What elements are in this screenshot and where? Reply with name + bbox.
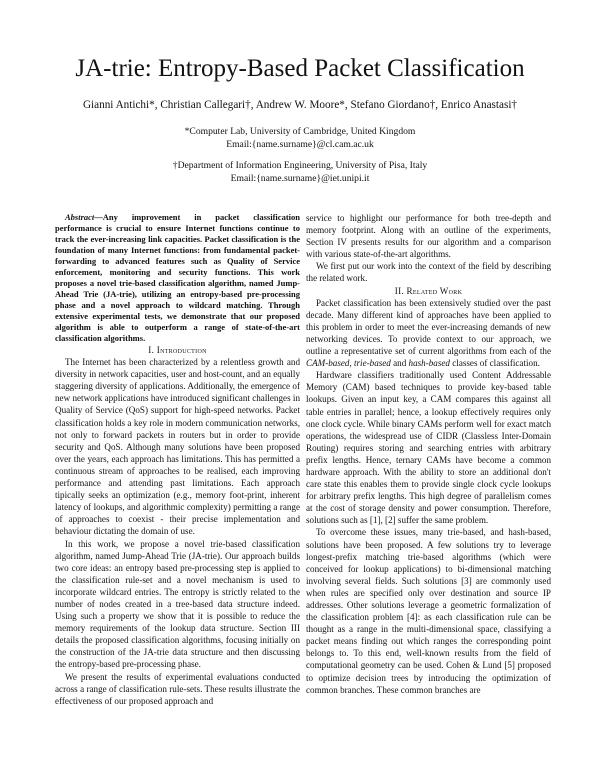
related-p1-text-a: Packet classification has been extensively studied over the past decade. Many different kind of approaches have been applied to this problem in order to meet the ever-increasing demands of new networking devices. To provide context to our approach, we outline a representative set of current algorithms from each of the xyxy=(306,297,551,357)
related-p1-text-c: classes of classification. xyxy=(449,358,540,369)
section-heading-related-work: II. Related Work xyxy=(394,285,463,296)
related-paragraph-1 xyxy=(306,297,551,370)
affiliation-cambridge xyxy=(0,125,600,151)
related-paragraph-3: To overcome these issues, many trie-based, and hash-based, solutions have been proposed. A few solutions try to leverage longest-prefix matching trie-based algorithms (which were conceived for lookup applications) to bi-dimensional matching involving several fields. Such solutions [3] are commonly used when rules are specified only over destination and source IP addresses. Other solutions leverage a geometric formalization of the classification problem [4]: as each classification rule can be thought as a range in the multi-dimensional space, classifying a packet means finding out which ranges the corresponding point belongs to. To this end, well-known results from the field of computational geometry can be used. Cohen & Lund [5] proposed to optimize decision trees by introducing the optimization of common branches. These common branches are xyxy=(306,527,551,695)
affiliation-pisa xyxy=(0,159,600,185)
intro-paragraph-3-continued: service to highlight our performance for both tree-depth and memory footprint. Along with an outline of the experiments, Section IV presents results for our algorithm and a comparison with various state-of-the-art algorithms. xyxy=(306,213,551,260)
intro-paragraph-3: We present the results of experimental evaluations conducted across a range of classification rule-sets. These results illustrate the effectiveness of our proposed approach and xyxy=(55,671,300,706)
affiliation-cambridge-email: Email:{name.surname}@cl.cam.ac.uk xyxy=(226,139,374,150)
section-heading-introduction: I. Introduction xyxy=(148,345,207,355)
abstract-label: Abstract xyxy=(65,212,95,222)
intro-paragraph-4: We first put our work into the context of the field by describing the related work. xyxy=(306,261,551,284)
abstract xyxy=(55,212,300,344)
right-column xyxy=(306,212,551,696)
intro-paragraph-1: The Internet has been characterized by a relentless growth and diversity in network capacities, user and host-count, and an equally staggering diversity of applications. Additionally, the emergence of new network applications have introduced significant challenges in Quality of Service (QoS) support for high-speed networks. Packet classification holds a key role in modern communication networks, not only to forward packets in routers but in order to provide security and QoS. Although many solutions have been proposed over the years, each approach has limitations. This has permitted a continuous stream of approaches to be realised, each improving performance and attending past limitations. Each approach tipically seeks an optimization (e.g., memory foot-print, inherent latency of lookups, and algorithmic complexity) permitting a range of approaches to coexist - their precise implementation and behaviour dictating the domain of use. xyxy=(55,357,300,537)
affiliation-pisa-name: †Department of Information Engineering, University of Pisa, Italy xyxy=(172,160,428,171)
related-p1-emphasis-2: hash-based xyxy=(408,358,450,369)
related-p1-text-b: and xyxy=(390,358,409,369)
related-paragraph-2: Hardware classifiers traditionally used Content Addressable Memory (CAM) based techniques to provide key-based table lookups. Given an input key, a CAM compares this against all table entries in parallel; hence, a lookup effectively requires only one clock cycle. While binary CAMs perform well for exact match operations, the widespread use of CIDR (Classless Inter-Domain Routing) requires storing and searching entries with arbitrary prefix lengths. Hence, ternary CAMs have become a common hardware approach. With the ability to store an additional don't care state this enables them to provide single clock cycle lookups for arbitrary prefix lengths. This high degree of parallelism comes at the cost of storage density and power consumption. Therefore, solutions such as [1], [2] suffer the same problem. xyxy=(306,370,551,526)
intro-paragraph-2: In this work, we propose a novel trie-based classification algorithm, named Jump-Ahead Trie (JA-trie). Our approach builds two core ideas: an entropy based pre-processing step is applied to the classification rule-set and a novel mechanism is used to incorporate wildcard entries. The entropy is strictly related to the number of nodes created in a tree-based data structure indeed. Using such a property we show that it is possible to reduce the memory requirements of the lookup data structure. Section III details the proposed classification algorithms, focusing initially on the construction of the JA-trie data structure and then discussing the entropy-based pre-processing phase. xyxy=(55,538,300,670)
author-list: Gianni Antichi*, Christian Callegari†, Andrew W. Moore*, Stefano Giordano†, Enrico Anastasi† xyxy=(82,99,518,111)
left-column xyxy=(55,212,300,707)
paper-title: JA-trie: Entropy-Based Packet Classification xyxy=(75,55,525,82)
affiliation-cambridge-name: *Computer Lab, University of Cambridge, United Kingdom xyxy=(184,126,416,137)
affiliation-pisa-email: Email:{name.surname}@iet.unipi.it xyxy=(230,173,370,184)
abstract-text: —Any improvement in packet classification performance is crucial to ensure Internet functions continue to track the ever-increasing link capacities. Packet classification is the foundation of many Internet functions: from fundamental packet-forwarding to advanced features such as Quality of Service enforcement, monitoring and security functions. This work proposes a novel trie-based classification algorithm, named Jump-Ahead Trie (JA-trie), utilizing an entropy-based pre-processing phase and a novel approach to wildcard matching. Through extensive experimental tests, we demonstrate that our proposed algorithm is able to outperform a range of state-of-the-art classification algorithms. xyxy=(55,212,300,343)
related-p1-emphasis-1: CAM-based, trie-based xyxy=(306,358,391,369)
